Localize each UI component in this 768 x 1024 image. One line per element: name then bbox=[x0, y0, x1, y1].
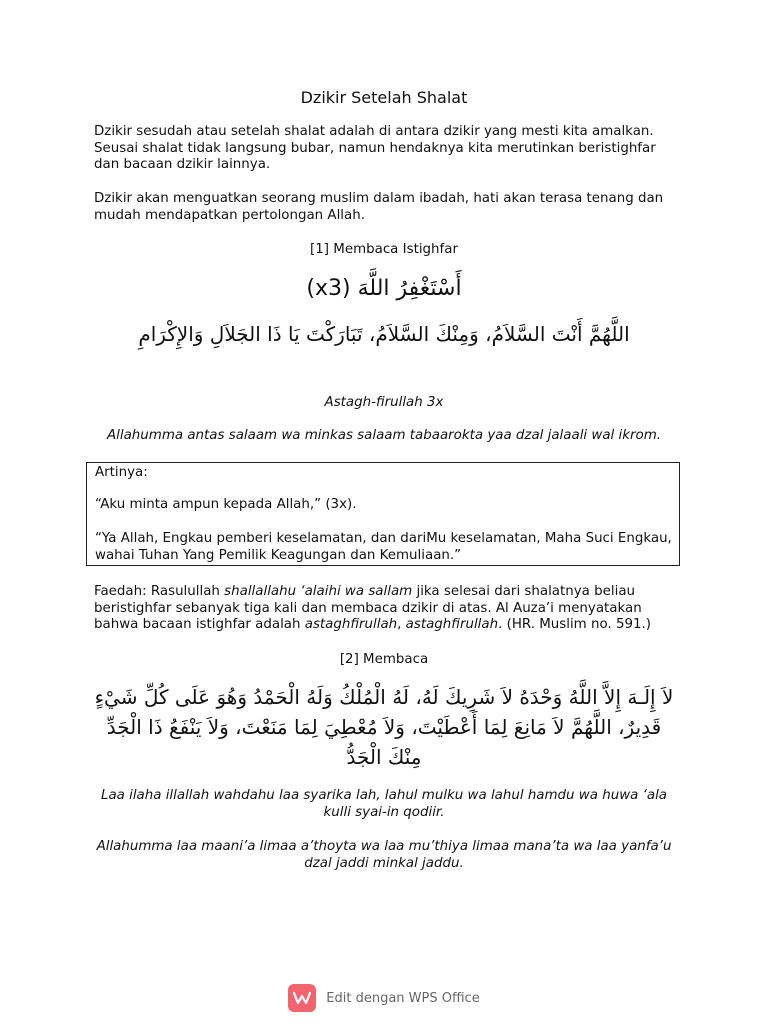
page-title: Dzikir Setelah Shalat bbox=[300, 88, 468, 107]
section1-arabic-istighfar: أَسْتَغْفِرُ اللَّهَ (x3) bbox=[306, 276, 462, 301]
section2-heading: [2] Membaca bbox=[339, 652, 429, 667]
faedah-paragraph bbox=[94, 584, 684, 634]
faedah-label: Faedah bbox=[94, 584, 143, 599]
artinya-label: Artinya: bbox=[95, 465, 148, 480]
section2-latin-tahlil: Laa ilaha illallah wahdahu laa syarika lah, lahul mulku wa lahul hamdu wa huwa ‘ala kulli syai-in qodiir. bbox=[100, 788, 667, 820]
artinya-line2: “Ya Allah, Engkau pemberi keselamatan, dan dariMu keselamatan, Maha Suci Engkau, wahai Tuhan Yang Pemilik Keagungan dan Kemuliaan.” bbox=[95, 531, 672, 563]
section1-latin-dua: Allahumma antas salaam wa minkas salaam tabaarokta yaa dzal jalaali wal ikrom. bbox=[107, 428, 661, 443]
faedah-text-1: : Rasulullah bbox=[142, 584, 225, 599]
section1-latin-istighfar: Astagh-firullah 3x bbox=[324, 395, 444, 410]
intro-paragraph: Dzikir sesudah atau setelah shalat adalah di antara dzikir yang mesti kita amalkan. Seusai shalat tidak langsung bubar, namun hendaknya kita merutinkan beristighfar dan bacaan dzikir lainnya. bbox=[94, 124, 656, 172]
faedah-italic-2: astaghfirullah bbox=[304, 617, 398, 632]
section2-arabic-tahlil: لاَ إِلَـهَ إِلاَّ اللَّهُ وَحْدَهُ لاَ شَرِيكَ لَهُ، لَهُ الْمُلْكُ وَلَهُ الْحَمْدُ وَهُوَ عَلَى كُلِّ شَيْءٍ قَدِيرٌ، اللَّهُمَّ لاَ مَانِعَ لِمَا أَعْطَيْتَ، وَلاَ مُعْطِيَ لِمَا مَنَعْتَ، وَلاَ يَنْفَعُ ذَا الْجَدِّ مِنْكَ الْجَدُّ bbox=[94, 685, 674, 769]
section1-heading: [1] Membaca Istighfar bbox=[310, 242, 458, 257]
faedah-italic-1: shallallahu ‘alaihi wa sallam bbox=[224, 584, 413, 599]
wps-logo-icon[interactable] bbox=[288, 984, 316, 1012]
wps-footer-text[interactable]: Edit dengan WPS Office bbox=[326, 990, 480, 1006]
wps-footer[interactable] bbox=[0, 984, 768, 1012]
section1-arabic-dua: اللَّهُمَّ أَنْتَ السَّلاَمُ، وَمِنْكَ السَّلاَمُ، تَبَارَكْتَ يَا ذَا الجَلاَلِ وَالإِكْرَامِ bbox=[138, 322, 630, 346]
faedah-text-2: jika selesai dari shalatnya beliau beristighfar sebanyak tiga kali dan membaca dzikir di atas. Al Auza’i menyatakan bahwa bacaan istighfar adalah bbox=[94, 584, 642, 632]
faedah-text-3: , bbox=[397, 617, 406, 632]
faedah-text-4: . (HR. Muslim no. 591.) bbox=[498, 617, 651, 632]
faedah-italic-3: astaghfirullah bbox=[405, 617, 499, 632]
artinya-box bbox=[86, 462, 680, 566]
second-paragraph: Dzikir akan menguatkan seorang muslim dalam ibadah, hati akan terasa tenang dan mudah mendapatkan pertolongan Allah. bbox=[94, 191, 664, 223]
artinya-line1: “Aku minta ampun kepada Allah,” (3x). bbox=[95, 497, 357, 512]
section2-latin-dua: Allahumma laa maani’a limaa a’thoyta wa laa mu’thiya limaa mana’ta wa laa yanfa’u dzal jaddi minkal jaddu. bbox=[96, 839, 672, 871]
